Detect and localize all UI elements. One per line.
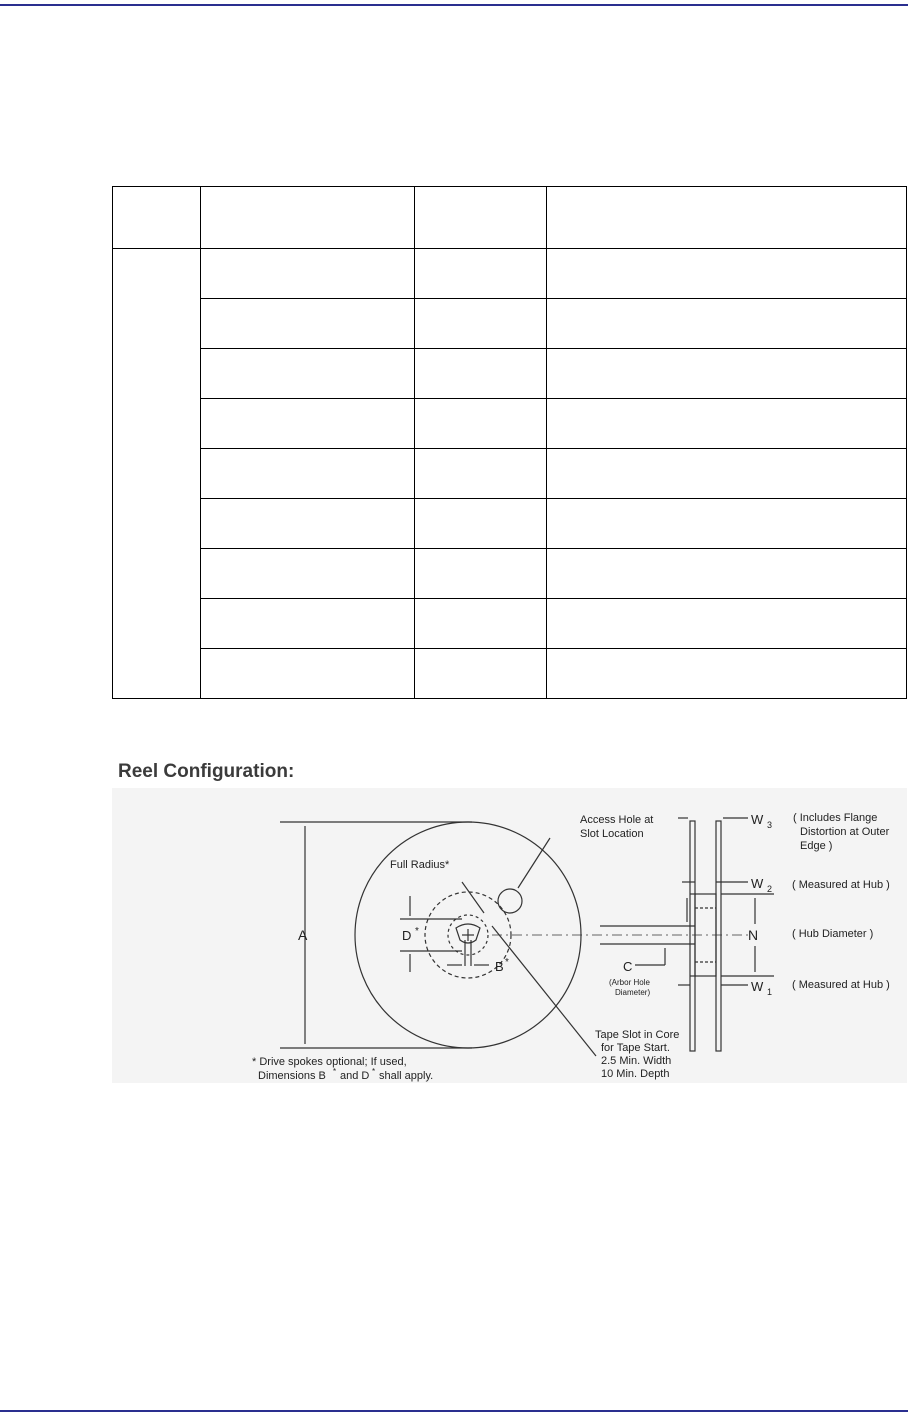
- side-flange-right: [716, 821, 721, 1051]
- label-w3-note-1: ( Includes Flange: [793, 812, 878, 824]
- table-row: [113, 449, 907, 499]
- table-cell: [547, 299, 907, 349]
- label-w3-note-2: Distortion at Outer: [800, 826, 890, 838]
- footnote-line-2a: Dimensions B: [258, 1070, 326, 1082]
- table-cell: [547, 499, 907, 549]
- table-header-row: [113, 187, 907, 249]
- table-cell: [201, 449, 415, 499]
- header-cell: [113, 187, 201, 249]
- full-radius-leader: [462, 882, 484, 913]
- label-w1: W: [751, 979, 764, 994]
- label-w2-sub: 2: [767, 884, 773, 894]
- access-hole-leader: [518, 838, 550, 888]
- label-hub-diameter: ( Hub Diameter ): [792, 928, 874, 940]
- top-rule: [0, 4, 908, 6]
- table-row: [113, 249, 907, 299]
- reel-configuration-figure: [112, 788, 907, 1083]
- label-arbor-1: (Arbor Hole: [609, 978, 650, 987]
- label-w3: W: [751, 812, 764, 827]
- label-a: A: [298, 927, 308, 943]
- table-cell: [415, 399, 547, 449]
- footnote-line-2c: shall apply.: [379, 1070, 434, 1082]
- footnote-star-d: *: [372, 1067, 376, 1076]
- label-access-hole-1: Access Hole at: [580, 814, 654, 826]
- reel-diagram: [112, 788, 907, 1083]
- footnote-line-1: * Drive spokes optional; If used,: [252, 1056, 407, 1068]
- table-row: [113, 349, 907, 399]
- table-cell: [547, 349, 907, 399]
- footnote-line-2b: and D: [340, 1070, 370, 1082]
- table-cell: [547, 399, 907, 449]
- header-cell: [201, 187, 415, 249]
- label-w1-note: ( Measured at Hub ): [792, 979, 890, 991]
- table-cell: [201, 549, 415, 599]
- access-hole: [498, 889, 522, 913]
- table-cell: [415, 549, 547, 599]
- figure-title: Reel Configuration:: [118, 761, 295, 782]
- table-cell: [547, 449, 907, 499]
- label-w3-note-3: Edge ): [800, 840, 833, 852]
- footnote-star-b: *: [333, 1067, 337, 1076]
- table-cell: [547, 549, 907, 599]
- label-d: D: [402, 928, 412, 943]
- side-flange-left: [690, 821, 695, 1051]
- table-cell: [201, 249, 415, 299]
- label-arbor-2: Diameter): [615, 988, 651, 997]
- table-row: [113, 299, 907, 349]
- bottom-rule: [0, 1410, 908, 1412]
- table-row: [113, 649, 907, 699]
- table-cell: [201, 649, 415, 699]
- label-w2-note: ( Measured at Hub ): [792, 879, 890, 891]
- table-cell: [547, 249, 907, 299]
- label-full-radius: Full Radius*: [390, 859, 450, 871]
- table-cell: [201, 599, 415, 649]
- table-cell: [415, 649, 547, 699]
- table-cell: [201, 499, 415, 549]
- label-tape-slot-3: 2.5 Min. Width: [601, 1055, 672, 1067]
- header-cell: [415, 187, 547, 249]
- table-cell: [415, 299, 547, 349]
- group-cell: [113, 249, 201, 699]
- table-cell: [415, 599, 547, 649]
- label-d-star: *: [415, 926, 419, 937]
- table-cell: [201, 349, 415, 399]
- table-cell: [415, 249, 547, 299]
- table-cell: [415, 449, 547, 499]
- label-w1-sub: 1: [767, 987, 773, 997]
- label-c: C: [623, 959, 633, 974]
- header-cell: [547, 187, 907, 249]
- label-b-star: *: [505, 957, 509, 968]
- label-tape-slot-4: 10 Min. Depth: [601, 1068, 670, 1080]
- label-tape-slot-1: Tape Slot in Core: [595, 1029, 680, 1041]
- table-cell: [415, 349, 547, 399]
- label-w3-sub: 3: [767, 820, 773, 830]
- table-cell: [547, 649, 907, 699]
- table-row: [113, 549, 907, 599]
- label-tape-slot-2: for Tape Start.: [601, 1042, 670, 1054]
- label-b: B: [495, 959, 504, 974]
- table-cell: [415, 499, 547, 549]
- table-row: [113, 399, 907, 449]
- label-n: N: [748, 927, 759, 943]
- label-access-hole-2: Slot Location: [580, 828, 644, 840]
- table-row: [113, 499, 907, 549]
- table-cell: [201, 299, 415, 349]
- table-row: [113, 599, 907, 649]
- label-w2: W: [751, 876, 764, 891]
- table-cell: [547, 599, 907, 649]
- table-cell: [201, 399, 415, 449]
- spec-table: [112, 186, 907, 699]
